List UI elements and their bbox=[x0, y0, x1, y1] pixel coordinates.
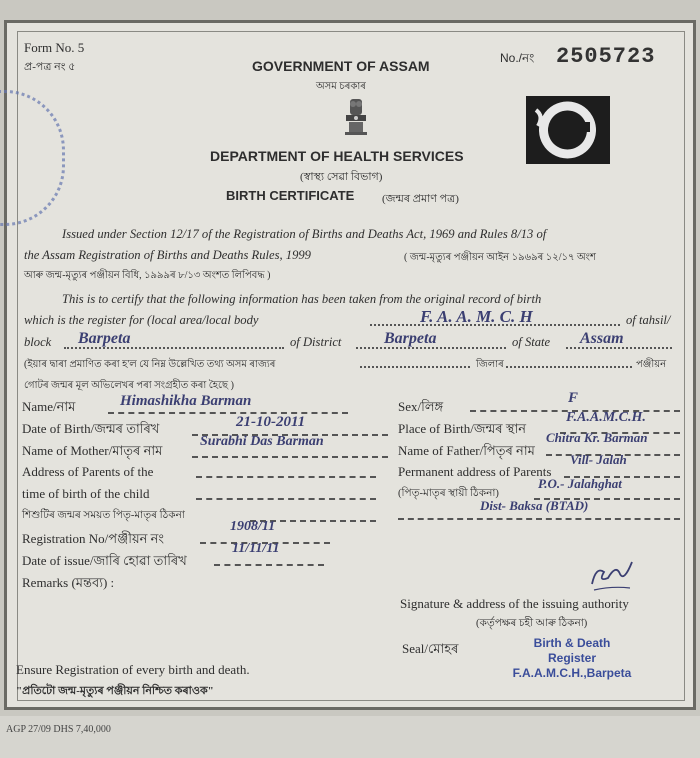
serial-number: 2505723 bbox=[556, 44, 656, 69]
government-title-local: অসম চৰকাৰ bbox=[316, 81, 366, 92]
name-label: Name/নাম bbox=[22, 399, 76, 414]
permanent-address-value-2: P.O.- Jalahghat bbox=[538, 476, 622, 491]
permanent-address-line-3 bbox=[398, 518, 680, 520]
father-value: Chitra Kr. Barman bbox=[546, 430, 648, 445]
dob-label: Date of Birth/জন্মৰ তাৰিখ bbox=[22, 421, 160, 436]
name-value: Himashikha Barman bbox=[120, 393, 252, 409]
signature-local-label: (কৰ্তৃপক্ষৰ চহী আৰু ঠিকনা) bbox=[476, 618, 588, 629]
local-text-registration: পঞ্জীয়ন bbox=[636, 359, 667, 370]
local-text-district: জিলাৰ bbox=[476, 359, 504, 370]
authority-signature bbox=[586, 556, 636, 596]
district-label: of District bbox=[290, 335, 342, 349]
seal-label: Seal/মোহৰ bbox=[402, 641, 459, 656]
certify-line-2: which is the register for (local area/local body bbox=[24, 313, 259, 327]
certificate-title-local: (জন্মৰ প্ৰমাণ পত্ৰ) bbox=[382, 193, 459, 205]
remarks-label: Remarks (মন্তব্য) : bbox=[22, 575, 115, 590]
local-text-line-2: গোটৰ জন্মৰ মূল অভিলেখৰ পৰা সংগ্ৰহীত কৰা হৈছে ) bbox=[24, 380, 234, 391]
address-label-2: time of birth of the child bbox=[22, 486, 150, 501]
issued-under-line-2: the Assam Registration of Births and Deaths Rules, 1999 bbox=[24, 248, 311, 262]
local-dotline-2 bbox=[506, 366, 632, 368]
state-label: of State bbox=[512, 335, 551, 349]
ensure-registration-text: Ensure Registration of every birth and death. bbox=[16, 662, 250, 677]
address-label-1: Address of Parents of the bbox=[22, 464, 154, 479]
registration-value: 1908/11 bbox=[230, 519, 276, 534]
certify-line-1: This is to certify that the following information has been taken from the original record of birth bbox=[62, 292, 542, 306]
father-label: Name of Father/পিতৃৰ নাম bbox=[398, 443, 535, 458]
name-line bbox=[108, 412, 348, 414]
mother-value: Surabhi Das Barman bbox=[200, 434, 324, 449]
address-line-1 bbox=[196, 476, 376, 478]
state-value: Assam bbox=[580, 330, 624, 347]
national-emblem-icon bbox=[341, 96, 371, 138]
permanent-address-local-label: (পিতৃ-মাতৃৰ স্থায়ী ঠিকনা) bbox=[398, 488, 499, 499]
issue-date-label: Date of issue/জাৰি হোৱা তাৰিখ bbox=[22, 553, 187, 568]
issued-under-line-1: Issued under Section 12/17 of the Registration of Births and Deaths Act, 1969 and Rules 8/13 of bbox=[62, 227, 547, 241]
mother-label: Name of Mother/মাতৃৰ নাম bbox=[22, 443, 163, 458]
form-number: Form No. 5 bbox=[24, 40, 85, 55]
local-body-value: F. A. A. M. C. H bbox=[420, 307, 533, 326]
issued-under-local-a: ( জন্ম-মৃত্যুৰ পঞ্জীয়ন আইন ১৯৬৯ৰ ১২/১৭ অংশ bbox=[404, 252, 596, 263]
mother-line bbox=[192, 456, 388, 458]
stamp-line-1: Birth & Death bbox=[533, 636, 611, 650]
signature-label: Signature & address of the issuing authority bbox=[400, 596, 629, 611]
block-value: Barpeta bbox=[78, 330, 131, 347]
place-of-birth-value: F.A.A.M.C.H. bbox=[566, 410, 646, 425]
print-code: AGP 27/09 DHS 7,40,000 bbox=[6, 724, 111, 735]
permanent-address-label: Permanent address of Parents bbox=[398, 464, 552, 479]
sex-value: F bbox=[568, 390, 579, 406]
place-of-birth-label: Place of Birth/জন্মৰ স্থান bbox=[398, 421, 526, 436]
local-dotline-1 bbox=[360, 366, 470, 368]
stamp-line-2: Register bbox=[547, 651, 597, 665]
certificate-title: BIRTH CERTIFICATE bbox=[226, 188, 355, 203]
address-local-label: শিশুটিৰ জন্মৰ সময়ত পিতৃ-মাতৃৰ ঠিকনা bbox=[22, 510, 185, 521]
issued-under-local-b: আৰু জন্ম-মৃত্যুৰ পঞ্জীয়ন বিধি, ১৯৯৯ৰ ৮/১৩ অংশত লিপিবদ্ধ ) bbox=[24, 270, 271, 281]
registration-label: Registration No/পঞ্জীয়ন নং bbox=[22, 531, 164, 546]
registrar-stamp bbox=[492, 636, 652, 681]
block-label: block bbox=[24, 335, 52, 349]
issue-date-line bbox=[214, 564, 324, 566]
tahsil-label: of tahsil/ bbox=[626, 313, 671, 327]
permanent-address-value-1: Vill- Jalah bbox=[570, 452, 627, 467]
government-title: GOVERNMENT OF ASSAM bbox=[252, 58, 430, 74]
sex-label: Sex/লিঙ্গ bbox=[398, 399, 444, 414]
department-title-local: (স্বাস্থ্য সেৱা বিভাগ) bbox=[300, 171, 383, 183]
permanent-address-value-3: Dist- Baksa (BTAD) bbox=[480, 498, 589, 513]
stamp-line-3: F.A.A.M.C.H.,Barpeta bbox=[512, 666, 632, 680]
department-title: DEPARTMENT OF HEALTH SERVICES bbox=[210, 148, 464, 164]
address-line-2 bbox=[196, 498, 376, 500]
health-logo-icon bbox=[526, 96, 610, 164]
page-bottom-margin bbox=[0, 716, 700, 758]
dob-value: 21-10-2011 bbox=[236, 414, 306, 430]
district-value: Barpeta bbox=[384, 330, 437, 347]
local-text-line-1: (ইয়াৰ দ্বাৰা প্ৰমাণিত কৰা হ'ল যে নিম্ন উল্লেখিত তথ্য অসম ৰাজ্যৰ bbox=[24, 359, 276, 370]
form-number-local: প্ৰ-পত্ৰ নং ৫ bbox=[24, 61, 76, 73]
ensure-registration-local: "প্ৰতিটো জন্ম-মৃত্যুৰ পঞ্জীয়ন নিশ্চিত কৰাওক" bbox=[16, 685, 214, 697]
serial-label: No./নং bbox=[500, 51, 535, 65]
issue-date-value: 11/11/11 bbox=[232, 541, 280, 556]
